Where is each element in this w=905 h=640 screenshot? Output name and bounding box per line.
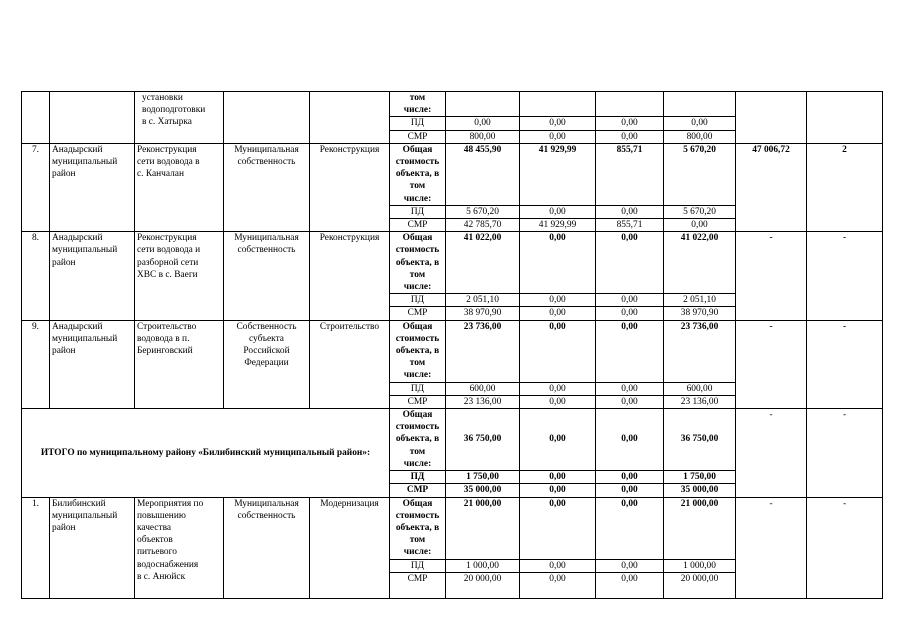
smr-value: 0,00 xyxy=(596,307,664,320)
total-cell xyxy=(664,92,736,117)
pd-value: 0,00 xyxy=(520,117,596,130)
total-value: 0,00 xyxy=(596,409,664,471)
smr-value: 0,00 xyxy=(520,572,596,598)
total-value: 0,00 xyxy=(520,409,596,471)
work-type-cell: Строительство xyxy=(310,320,390,408)
pd-value: 0,00 xyxy=(664,117,736,130)
pd-value: 1 000,00 xyxy=(664,559,736,572)
pd-value: 5 670,20 xyxy=(446,205,520,218)
num-cell: 8. xyxy=(22,232,50,320)
pd-value: 0,00 xyxy=(520,205,596,218)
smr-value: 23 136,00 xyxy=(664,395,736,408)
num-cell xyxy=(22,92,50,144)
table-row xyxy=(22,92,883,117)
pd-value: 0,00 xyxy=(596,559,664,572)
cost-label-cell: Общая стоимость объекта, в том числе: xyxy=(390,232,446,294)
table-row xyxy=(22,143,883,205)
num-cell: 9. xyxy=(22,320,50,408)
smr-label: СМР xyxy=(390,219,446,232)
total-cell xyxy=(446,92,520,117)
district-cell: Анадырский муниципальный район xyxy=(50,320,135,408)
district-cell: Билибинский муниципальный район xyxy=(50,497,135,598)
smr-value: 0,00 xyxy=(596,395,664,408)
total-value: 0,00 xyxy=(596,320,664,382)
extra-cell xyxy=(807,92,883,144)
owner-cell xyxy=(224,92,310,144)
total-cell xyxy=(596,92,664,117)
total-value: 23 736,00 xyxy=(446,320,520,382)
district-cell: Анадырский муниципальный район xyxy=(50,232,135,320)
smr-label: СМР xyxy=(390,307,446,320)
pd-value: 0,00 xyxy=(596,294,664,307)
smr-value: 0,00 xyxy=(520,395,596,408)
pd-value: 0,00 xyxy=(596,382,664,395)
total-value: 855,71 xyxy=(596,143,664,205)
work-type-cell: Реконструкция xyxy=(310,143,390,231)
owner-cell: Муниципальная собственность xyxy=(224,497,310,598)
total-value: 0,00 xyxy=(520,232,596,294)
pd-value: 600,00 xyxy=(446,382,520,395)
table-row xyxy=(22,409,883,471)
smr-value: 41 929,99 xyxy=(520,219,596,232)
smr-label: СМР xyxy=(390,130,446,143)
table-row xyxy=(22,497,883,559)
pd-value: 5 670,20 xyxy=(664,205,736,218)
smr-value: 35 000,00 xyxy=(664,484,736,497)
object-name-cell: Реконструкция сети водовода в с. Канчалан xyxy=(135,143,224,231)
extra-cell xyxy=(736,92,807,144)
total-value: 36 750,00 xyxy=(446,409,520,471)
pd-value: 0,00 xyxy=(446,117,520,130)
pd-value: 0,00 xyxy=(520,382,596,395)
cost-label-cell: том числе: xyxy=(390,92,446,117)
total-value: 21 000,00 xyxy=(446,497,520,559)
num-cell: 1. xyxy=(22,497,50,598)
cost-label-cell: Общая стоимость объекта, в том числе: xyxy=(390,409,446,471)
work-type-cell: Модернизация xyxy=(310,497,390,598)
smr-value: 0,00 xyxy=(664,219,736,232)
smr-value: 20 000,00 xyxy=(446,572,520,598)
work-type-cell xyxy=(310,92,390,144)
total-value: 41 929,99 xyxy=(520,143,596,205)
extra-value: 2 xyxy=(807,143,883,231)
smr-label: СМР xyxy=(390,572,446,598)
pd-value: 1 000,00 xyxy=(446,559,520,572)
object-name-cell: Строительство водовода в п. Беринговский xyxy=(135,320,224,408)
extra-value: - xyxy=(736,232,807,320)
smr-value: 0,00 xyxy=(520,484,596,497)
pd-label: ПД xyxy=(390,117,446,130)
total-value: 0,00 xyxy=(520,497,596,559)
pd-label: ПД xyxy=(390,559,446,572)
total-value: 5 670,20 xyxy=(664,143,736,205)
smr-value: 0,00 xyxy=(596,130,664,143)
owner-cell: Муниципальная собственность xyxy=(224,232,310,320)
cost-label-cell: Общая стоимость объекта, в том числе: xyxy=(390,320,446,382)
pd-value: 1 750,00 xyxy=(446,471,520,484)
extra-value: - xyxy=(807,232,883,320)
owner-cell: Муниципальная собственность xyxy=(224,143,310,231)
smr-value: 800,00 xyxy=(446,130,520,143)
investment-objects-table xyxy=(21,91,883,599)
pd-value: 0,00 xyxy=(596,471,664,484)
total-value: 0,00 xyxy=(596,497,664,559)
pd-label: ПД xyxy=(390,471,446,484)
smr-value: 42 785,70 xyxy=(446,219,520,232)
total-value: 36 750,00 xyxy=(664,409,736,471)
pd-value: 0,00 xyxy=(596,205,664,218)
total-value: 0,00 xyxy=(596,232,664,294)
extra-value: - xyxy=(736,320,807,408)
smr-value: 800,00 xyxy=(664,130,736,143)
cost-label-cell: Общая стоимость объекта, в том числе: xyxy=(390,143,446,205)
smr-value: 855,71 xyxy=(596,219,664,232)
owner-cell: Собственность субъекта Российской Федерации xyxy=(224,320,310,408)
smr-value: 35 000,00 xyxy=(446,484,520,497)
pd-value: 1 750,00 xyxy=(664,471,736,484)
extra-value: - xyxy=(807,497,883,598)
pd-label: ПД xyxy=(390,205,446,218)
num-cell: 7. xyxy=(22,143,50,231)
total-value: 41 022,00 xyxy=(664,232,736,294)
total-value: 0,00 xyxy=(520,320,596,382)
district-cell xyxy=(50,92,135,144)
smr-label: СМР xyxy=(390,395,446,408)
extra-value: - xyxy=(736,497,807,598)
total-value: 41 022,00 xyxy=(446,232,520,294)
smr-label: СМР xyxy=(390,484,446,497)
pd-value: 0,00 xyxy=(520,559,596,572)
total-value: 23 736,00 xyxy=(664,320,736,382)
pd-value: 0,00 xyxy=(520,294,596,307)
table-row xyxy=(22,320,883,382)
pd-value: 2 051,10 xyxy=(664,294,736,307)
smr-value: 20 000,00 xyxy=(664,572,736,598)
total-value: 48 455,90 xyxy=(446,143,520,205)
total-value: 21 000,00 xyxy=(664,497,736,559)
pd-label: ПД xyxy=(390,294,446,307)
pd-value: 2 051,10 xyxy=(446,294,520,307)
extra-value: - xyxy=(736,409,807,497)
total-cell xyxy=(520,92,596,117)
extra-value: - xyxy=(807,409,883,497)
extra-value: 47 006,72 xyxy=(736,143,807,231)
object-name-cell: установки водоподготовки в с. Хатырка xyxy=(135,92,224,144)
pd-value: 0,00 xyxy=(520,471,596,484)
pd-label: ПД xyxy=(390,382,446,395)
smr-value: 0,00 xyxy=(596,572,664,598)
smr-value: 0,00 xyxy=(520,130,596,143)
subtotal-title: ИТОГО по муниципальному району «Билибинский муниципальный район»: xyxy=(22,409,390,497)
pd-value: 600,00 xyxy=(664,382,736,395)
work-type-cell: Реконструкция xyxy=(310,232,390,320)
smr-value: 38 970,90 xyxy=(446,307,520,320)
object-name-cell: Мероприятия по повышению качества объектов питьевого водоснабжения в с. Анюйск xyxy=(135,497,224,598)
smr-value: 0,00 xyxy=(596,484,664,497)
cost-label-cell: Общая стоимость объекта, в том числе: xyxy=(390,497,446,559)
smr-value: 0,00 xyxy=(520,307,596,320)
extra-value: - xyxy=(807,320,883,408)
smr-value: 23 136,00 xyxy=(446,395,520,408)
pd-value: 0,00 xyxy=(596,117,664,130)
smr-value: 38 970,90 xyxy=(664,307,736,320)
object-name-cell: Реконструкция сети водовода и разборной сети ХВС в с. Ваеги xyxy=(135,232,224,320)
table-row xyxy=(22,232,883,294)
district-cell: Анадырский муниципальный район xyxy=(50,143,135,231)
